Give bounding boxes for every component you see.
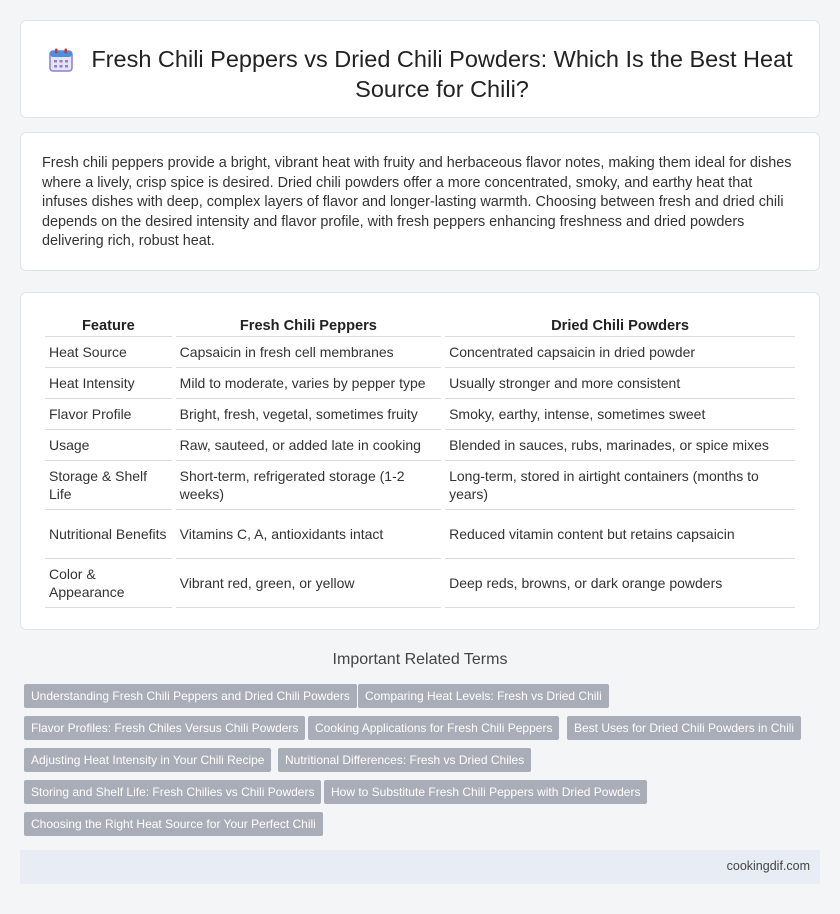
related-term-link[interactable]: Choosing the Right Heat Source for Your Perfect Chili bbox=[24, 812, 323, 836]
comparison-table bbox=[41, 315, 799, 608]
related-terms-title: Important Related Terms bbox=[332, 651, 508, 668]
table-cell: Vitamins C, A, antioxidants intact bbox=[176, 510, 441, 559]
related-term-link[interactable]: Best Uses for Dried Chili Powders in Chili bbox=[567, 716, 801, 740]
table-cell: Mild to moderate, varies by pepper type bbox=[176, 368, 441, 399]
related-term-link[interactable]: Storing and Shelf Life: Fresh Chilies vs Chili Powders bbox=[24, 780, 321, 804]
footer-site-name[interactable]: cookingdif.com bbox=[726, 859, 810, 873]
table-cell: Concentrated capsaicin in dried powder bbox=[445, 337, 795, 368]
table-cell: Usually stronger and more consistent bbox=[445, 368, 795, 399]
page-title: Fresh Chili Peppers vs Dried Chili Powders: Which Is the Best Heat Source for Chili? bbox=[91, 46, 793, 102]
intro-card bbox=[20, 132, 820, 271]
table-cell: Smoky, earthy, intense, sometimes sweet bbox=[445, 399, 795, 430]
table-row bbox=[45, 399, 795, 430]
table-cell: Long-term, stored in airtight containers (months to years) bbox=[445, 461, 795, 510]
table-cell: Reduced vitamin content but retains capsaicin bbox=[445, 510, 795, 559]
table-cell: Vibrant red, green, or yellow bbox=[176, 559, 441, 608]
intro-text: Fresh chili peppers provide a bright, vibrant heat with fruity and herbaceous flavor notes, making them ideal for dishes where a lively, crisp spice is desired. Dried chili powders offer a more concentrated, smoky, and earthy heat that infuses dishes with deep, complex layers of flavor and longer-lasting warmth. Choosing between fresh and dried chili depends on the desired intensity and flavor profile, with fresh peppers enhancing freshness and dried powders delivering rich, robust heat. bbox=[42, 155, 792, 250]
related-term-link[interactable]: Cooking Applications for Fresh Chili Peppers bbox=[308, 716, 559, 740]
table-header-dried: Dried Chili Powders bbox=[445, 315, 795, 337]
table-row bbox=[45, 430, 795, 461]
comparison-table-card bbox=[20, 292, 820, 630]
related-term-link[interactable]: Flavor Profiles: Fresh Chiles Versus Chili Powders bbox=[24, 716, 305, 740]
related-term-link[interactable]: Comparing Heat Levels: Fresh vs Dried Chili bbox=[358, 684, 609, 708]
calendar-icon bbox=[48, 47, 74, 73]
table-row bbox=[45, 461, 795, 510]
table-header-feature: Feature bbox=[45, 315, 172, 337]
table-cell: Heat Intensity bbox=[45, 368, 172, 399]
related-term-link[interactable]: Understanding Fresh Chili Peppers and Dried Chili Powders bbox=[24, 684, 357, 708]
table-cell: Color & Appearance bbox=[45, 559, 172, 608]
table-row bbox=[45, 559, 795, 608]
table-cell: Deep reds, browns, or dark orange powders bbox=[445, 559, 795, 608]
table-cell: Bright, fresh, vegetal, sometimes fruity bbox=[176, 399, 441, 430]
table-cell: Usage bbox=[45, 430, 172, 461]
table-cell: Blended in sauces, rubs, marinades, or spice mixes bbox=[445, 430, 795, 461]
table-cell: Heat Source bbox=[45, 337, 172, 368]
table-cell: Raw, sauteed, or added late in cooking bbox=[176, 430, 441, 461]
table-cell: Nutritional Benefits bbox=[45, 510, 172, 559]
table-row bbox=[45, 510, 795, 559]
related-term-link[interactable]: Nutritional Differences: Fresh vs Dried Chiles bbox=[278, 748, 531, 772]
table-row bbox=[45, 368, 795, 399]
related-term-link[interactable]: Adjusting Heat Intensity in Your Chili Recipe bbox=[24, 748, 271, 772]
header-card bbox=[20, 20, 820, 118]
related-term-link[interactable]: How to Substitute Fresh Chili Peppers with Dried Powders bbox=[324, 780, 647, 804]
footer bbox=[20, 850, 820, 884]
table-header-fresh: Fresh Chili Peppers bbox=[176, 315, 441, 337]
table-cell: Storage & Shelf Life bbox=[45, 461, 172, 510]
table-cell: Capsaicin in fresh cell membranes bbox=[176, 337, 441, 368]
table-cell: Short-term, refrigerated storage (1-2 weeks) bbox=[176, 461, 441, 510]
table-cell: Flavor Profile bbox=[45, 399, 172, 430]
table-row bbox=[45, 337, 795, 368]
